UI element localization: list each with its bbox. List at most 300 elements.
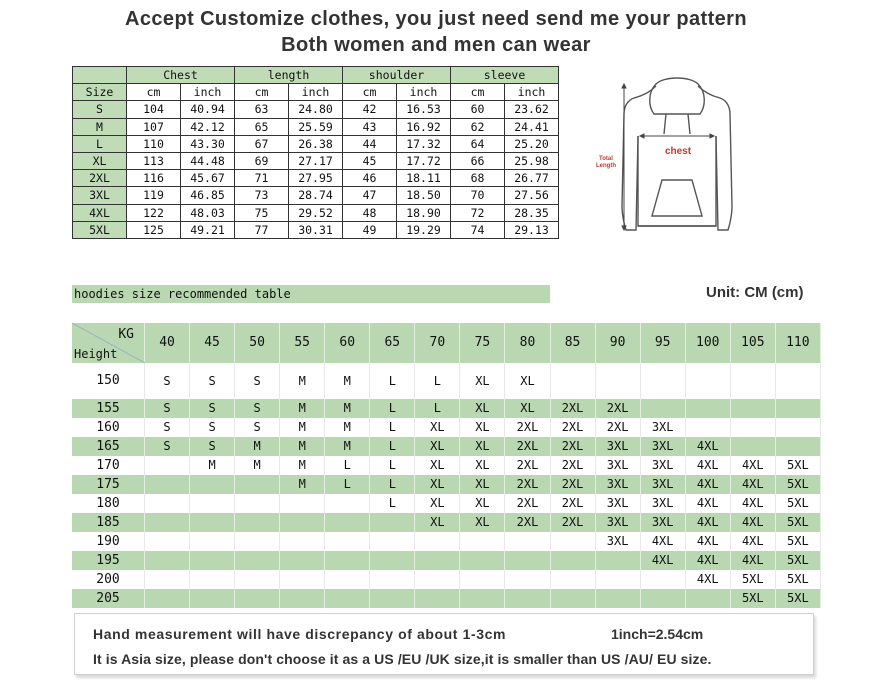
size-suggestion-cell: XL bbox=[460, 513, 505, 532]
measure-cell: 110 bbox=[127, 135, 181, 152]
size-suggestion-cell: 5XL bbox=[776, 456, 821, 475]
measure-cell: 113 bbox=[127, 152, 181, 169]
measure-cell: 27.56 bbox=[505, 187, 559, 204]
measure-cell: 44 bbox=[343, 135, 397, 152]
measure-cell: 125 bbox=[127, 221, 181, 238]
size-suggestion-cell: L bbox=[415, 363, 460, 399]
size-suggestion-cell: M bbox=[280, 418, 325, 437]
size-suggestion-cell bbox=[641, 589, 686, 608]
size-suggestion-cell bbox=[325, 494, 370, 513]
size-cell: 5XL bbox=[73, 221, 127, 238]
size-suggestion-cell: XL bbox=[460, 437, 505, 456]
measure-cell: 27.95 bbox=[289, 170, 343, 187]
unit-header: cm bbox=[343, 84, 397, 101]
size-suggestion-cell: 2XL bbox=[551, 456, 596, 475]
unit-header: cm bbox=[235, 84, 289, 101]
size-suggestion-cell bbox=[145, 494, 190, 513]
size-suggestion-cell bbox=[551, 570, 596, 589]
size-suggestion-cell bbox=[415, 551, 460, 570]
size-suggestion-cell: 2XL bbox=[551, 475, 596, 494]
measure-cell: 45 bbox=[343, 152, 397, 169]
size-suggestion-cell: M bbox=[190, 456, 235, 475]
measure-cell: 72 bbox=[451, 204, 505, 221]
measure-cell: 42.12 bbox=[181, 118, 235, 135]
measure-cell: 19.29 bbox=[397, 221, 451, 238]
table-row bbox=[73, 101, 559, 118]
size-suggestion-cell bbox=[596, 570, 641, 589]
size-suggestion-cell: 4XL bbox=[686, 513, 731, 532]
size-suggestion-cell bbox=[596, 589, 641, 608]
corner-cell bbox=[72, 323, 145, 363]
size-suggestion-cell: L bbox=[370, 399, 415, 418]
size-suggestion-cell: 4XL bbox=[731, 513, 776, 532]
size-suggestion-cell: 4XL bbox=[731, 475, 776, 494]
size-suggestion-cell bbox=[280, 494, 325, 513]
height-cell: 205 bbox=[72, 589, 145, 608]
size-suggestion-cell bbox=[190, 513, 235, 532]
height-cell: 175 bbox=[72, 475, 145, 494]
size-suggestion-cell: 3XL bbox=[641, 456, 686, 475]
size-suggestion-cell: 2XL bbox=[551, 494, 596, 513]
measure-cell: 27.17 bbox=[289, 152, 343, 169]
notice-box bbox=[74, 613, 814, 675]
measure-cell: 49.21 bbox=[181, 221, 235, 238]
table-row bbox=[72, 363, 821, 399]
size-suggestion-cell bbox=[415, 589, 460, 608]
table-row bbox=[73, 135, 559, 152]
size-suggestion-cell: 4XL bbox=[731, 551, 776, 570]
table-row bbox=[72, 494, 821, 513]
size-suggestion-cell bbox=[686, 399, 731, 418]
size-suggestion-cell bbox=[776, 363, 821, 399]
measure-cell: 18.11 bbox=[397, 170, 451, 187]
size-suggestion-cell bbox=[235, 570, 280, 589]
size-suggestion-cell: 4XL bbox=[686, 570, 731, 589]
size-suggestion-cell: 4XL bbox=[686, 532, 731, 551]
measure-cell: 104 bbox=[127, 101, 181, 118]
size-suggestion-cell bbox=[731, 363, 776, 399]
measure-cell: 28.74 bbox=[289, 187, 343, 204]
size-suggestion-cell bbox=[325, 570, 370, 589]
size-suggestion-cell: 5XL bbox=[776, 532, 821, 551]
size-suggestion-cell: S bbox=[145, 363, 190, 399]
size-suggestion-cell: 5XL bbox=[776, 513, 821, 532]
size-suggestion-cell bbox=[145, 551, 190, 570]
measure-cell: 26.77 bbox=[505, 170, 559, 187]
size-suggestion-cell: M bbox=[280, 399, 325, 418]
size-suggestion-cell: 2XL bbox=[551, 399, 596, 418]
size-suggestion-cell: XL bbox=[460, 399, 505, 418]
measure-cell: 26.38 bbox=[289, 135, 343, 152]
size-suggestion-cell: 3XL bbox=[641, 418, 686, 437]
measure-cell: 16.53 bbox=[397, 101, 451, 118]
size-suggestion-cell: 2XL bbox=[551, 437, 596, 456]
size-suggestion-cell bbox=[280, 513, 325, 532]
size-suggestion-cell: S bbox=[235, 399, 280, 418]
measure-cell: 30.31 bbox=[289, 221, 343, 238]
measure-cell: 122 bbox=[127, 204, 181, 221]
weight-header: 100 bbox=[686, 323, 731, 363]
weight-header: 105 bbox=[731, 323, 776, 363]
unit-header: inch bbox=[397, 84, 451, 101]
size-suggestion-cell bbox=[505, 551, 550, 570]
measure-cell: 29.13 bbox=[505, 221, 559, 238]
size-suggestion-cell: 2XL bbox=[505, 418, 550, 437]
size-suggestion-cell: M bbox=[325, 399, 370, 418]
size-suggestion-cell bbox=[190, 532, 235, 551]
size-suggestion-cell bbox=[596, 551, 641, 570]
size-cell: XL bbox=[73, 152, 127, 169]
measure-cell: 67 bbox=[235, 135, 289, 152]
notice-conversion: 1inch=2.54cm bbox=[611, 626, 704, 642]
recommend-label: hoodies size recommended table bbox=[72, 285, 550, 303]
measure-cell: 74 bbox=[451, 221, 505, 238]
table-row bbox=[73, 187, 559, 204]
table-row bbox=[72, 437, 821, 456]
unit-label: Unit: CM (cm) bbox=[706, 284, 804, 301]
kg-label: KG bbox=[118, 327, 134, 342]
size-suggestion-cell bbox=[235, 551, 280, 570]
size-suggestion-cell: M bbox=[280, 456, 325, 475]
height-cell: 170 bbox=[72, 456, 145, 475]
size-suggestion-cell bbox=[641, 399, 686, 418]
size-suggestion-cell: M bbox=[325, 363, 370, 399]
size-suggestion-cell: 4XL bbox=[641, 551, 686, 570]
unit-header: cm bbox=[451, 84, 505, 101]
measure-cell: 66 bbox=[451, 152, 505, 169]
size-suggestion-cell: 3XL bbox=[596, 494, 641, 513]
height-cell: 195 bbox=[72, 551, 145, 570]
size-suggestion-cell: S bbox=[235, 363, 280, 399]
height-cell: 155 bbox=[72, 399, 145, 418]
size-suggestion-cell bbox=[325, 513, 370, 532]
size-suggestion-cell: L bbox=[370, 494, 415, 513]
size-cell: 4XL bbox=[73, 204, 127, 221]
size-suggestion-cell bbox=[145, 513, 190, 532]
measure-cell: 18.90 bbox=[397, 204, 451, 221]
weight-header: 45 bbox=[190, 323, 235, 363]
table-row bbox=[73, 204, 559, 221]
table-row bbox=[72, 418, 821, 437]
size-suggestion-cell: 4XL bbox=[686, 551, 731, 570]
measure-cell: 17.32 bbox=[397, 135, 451, 152]
measure-cell: 64 bbox=[451, 135, 505, 152]
size-suggestion-cell: L bbox=[370, 418, 415, 437]
height-cell: 180 bbox=[72, 494, 145, 513]
measure-cell: 71 bbox=[235, 170, 289, 187]
size-suggestion-cell: 4XL bbox=[686, 456, 731, 475]
size-suggestion-cell bbox=[505, 570, 550, 589]
size-suggestion-cell: 3XL bbox=[641, 494, 686, 513]
measure-cell: 28.35 bbox=[505, 204, 559, 221]
size-suggestion-cell: L bbox=[325, 475, 370, 494]
chest-measure-arrow bbox=[640, 134, 714, 138]
size-suggestion-cell: 2XL bbox=[505, 475, 550, 494]
table-row bbox=[73, 118, 559, 135]
size-suggestion-cell: 4XL bbox=[731, 494, 776, 513]
size-suggestion-cell: 4XL bbox=[641, 532, 686, 551]
size-suggestion-cell bbox=[145, 589, 190, 608]
unit-header: cm bbox=[127, 84, 181, 101]
size-suggestion-cell bbox=[731, 418, 776, 437]
measure-cell: 44.48 bbox=[181, 152, 235, 169]
table-row bbox=[72, 532, 821, 551]
group-header: sleeve bbox=[451, 67, 559, 84]
size-suggestion-cell bbox=[415, 532, 460, 551]
measure-cell: 63 bbox=[235, 101, 289, 118]
weight-header: 70 bbox=[415, 323, 460, 363]
size-cell: 2XL bbox=[73, 170, 127, 187]
size-suggestion-cell: XL bbox=[460, 475, 505, 494]
size-suggestion-cell bbox=[776, 399, 821, 418]
size-suggestion-cell: L bbox=[370, 363, 415, 399]
measure-cell: 18.50 bbox=[397, 187, 451, 204]
size-suggestion-cell: 5XL bbox=[776, 475, 821, 494]
size-suggestion-cell: M bbox=[280, 437, 325, 456]
size-suggestion-cell: 2XL bbox=[505, 513, 550, 532]
size-suggestion-cell bbox=[731, 399, 776, 418]
size-table bbox=[72, 66, 559, 239]
measure-cell: 116 bbox=[127, 170, 181, 187]
size-suggestion-cell bbox=[190, 551, 235, 570]
size-suggestion-cell: 3XL bbox=[641, 437, 686, 456]
measure-cell: 23.62 bbox=[505, 101, 559, 118]
table-row bbox=[72, 570, 821, 589]
size-suggestion-cell: 4XL bbox=[686, 475, 731, 494]
size-suggestion-cell bbox=[551, 532, 596, 551]
measure-cell: 68 bbox=[451, 170, 505, 187]
height-cell: 165 bbox=[72, 437, 145, 456]
recommend-table bbox=[72, 323, 821, 608]
size-suggestion-cell: 2XL bbox=[551, 418, 596, 437]
size-suggestion-cell bbox=[190, 475, 235, 494]
measure-cell: 40.94 bbox=[181, 101, 235, 118]
length-label-2: Length bbox=[596, 163, 616, 169]
header-line-1: Accept Customize clothes, you just need send me your pattern bbox=[125, 8, 747, 30]
size-suggestion-cell bbox=[641, 570, 686, 589]
weight-header: 50 bbox=[235, 323, 280, 363]
size-suggestion-cell: 2XL bbox=[596, 399, 641, 418]
size-suggestion-cell bbox=[325, 532, 370, 551]
size-suggestion-cell bbox=[145, 475, 190, 494]
measure-cell: 119 bbox=[127, 187, 181, 204]
size-suggestion-cell bbox=[325, 589, 370, 608]
group-header: Chest bbox=[127, 67, 235, 84]
size-suggestion-cell: 3XL bbox=[596, 456, 641, 475]
size-suggestion-cell: 3XL bbox=[596, 532, 641, 551]
measure-cell: 29.52 bbox=[289, 204, 343, 221]
measure-cell: 75 bbox=[235, 204, 289, 221]
size-suggestion-cell bbox=[370, 513, 415, 532]
size-suggestion-cell bbox=[235, 475, 280, 494]
measure-cell: 43 bbox=[343, 118, 397, 135]
size-suggestion-cell: XL bbox=[505, 363, 550, 399]
weight-header: 55 bbox=[280, 323, 325, 363]
size-suggestion-cell: 4XL bbox=[731, 456, 776, 475]
size-suggestion-cell: S bbox=[190, 418, 235, 437]
size-suggestion-cell bbox=[370, 570, 415, 589]
length-label-1: Total bbox=[599, 156, 613, 162]
size-suggestion-cell: S bbox=[145, 437, 190, 456]
size-suggestion-cell: S bbox=[145, 399, 190, 418]
size-suggestion-cell: S bbox=[190, 399, 235, 418]
size-suggestion-cell: 4XL bbox=[686, 437, 731, 456]
measure-cell: 49 bbox=[343, 221, 397, 238]
size-suggestion-cell bbox=[460, 551, 505, 570]
measure-cell: 24.80 bbox=[289, 101, 343, 118]
size-suggestion-cell bbox=[235, 513, 280, 532]
weight-header: 85 bbox=[551, 323, 596, 363]
table-row bbox=[72, 589, 821, 608]
size-suggestion-cell: 2XL bbox=[505, 494, 550, 513]
size-suggestion-cell: XL bbox=[460, 456, 505, 475]
size-suggestion-cell bbox=[280, 589, 325, 608]
size-suggestion-cell bbox=[551, 363, 596, 399]
size-suggestion-cell: 5XL bbox=[776, 570, 821, 589]
size-suggestion-cell bbox=[686, 589, 731, 608]
size-suggestion-cell: 5XL bbox=[731, 570, 776, 589]
size-suggestion-cell: M bbox=[280, 363, 325, 399]
size-suggestion-cell bbox=[415, 570, 460, 589]
size-suggestion-cell bbox=[686, 418, 731, 437]
size-suggestion-cell: 2XL bbox=[551, 513, 596, 532]
size-suggestion-cell: S bbox=[145, 418, 190, 437]
size-suggestion-cell: L bbox=[415, 399, 460, 418]
size-suggestion-cell: 4XL bbox=[731, 532, 776, 551]
size-cell: 3XL bbox=[73, 187, 127, 204]
size-suggestion-cell bbox=[145, 532, 190, 551]
size-suggestion-cell bbox=[776, 437, 821, 456]
measure-cell: 69 bbox=[235, 152, 289, 169]
height-label: Height bbox=[74, 347, 118, 361]
size-suggestion-cell bbox=[190, 494, 235, 513]
measure-cell: 73 bbox=[235, 187, 289, 204]
size-suggestion-cell: XL bbox=[505, 399, 550, 418]
size-suggestion-cell bbox=[505, 589, 550, 608]
size-suggestion-cell bbox=[731, 437, 776, 456]
size-cell: L bbox=[73, 135, 127, 152]
size-suggestion-cell: M bbox=[235, 437, 280, 456]
measure-cell: 70 bbox=[451, 187, 505, 204]
size-suggestion-cell bbox=[280, 532, 325, 551]
size-suggestion-cell: XL bbox=[460, 418, 505, 437]
size-suggestion-cell: XL bbox=[415, 456, 460, 475]
size-suggestion-cell: 5XL bbox=[776, 494, 821, 513]
size-suggestion-cell bbox=[370, 532, 415, 551]
measure-cell: 65 bbox=[235, 118, 289, 135]
weight-header: 80 bbox=[505, 323, 550, 363]
size-suggestion-cell: S bbox=[190, 363, 235, 399]
size-suggestion-cell: S bbox=[190, 437, 235, 456]
size-corner-cell bbox=[73, 67, 127, 84]
size-suggestion-cell: 2XL bbox=[596, 418, 641, 437]
size-suggestion-cell bbox=[551, 589, 596, 608]
size-suggestion-cell: M bbox=[280, 475, 325, 494]
size-suggestion-cell: 4XL bbox=[686, 494, 731, 513]
size-suggestion-cell: 2XL bbox=[505, 456, 550, 475]
measure-cell: 43.30 bbox=[181, 135, 235, 152]
measure-cell: 24.41 bbox=[505, 118, 559, 135]
size-suggestion-cell: 3XL bbox=[596, 513, 641, 532]
unit-header: inch bbox=[505, 84, 559, 101]
notice-line-1: Hand measurement will have discrepancy of about 1-3cm bbox=[93, 626, 507, 642]
size-suggestion-cell: 3XL bbox=[596, 475, 641, 494]
size-suggestion-cell bbox=[551, 551, 596, 570]
size-table-unit-row bbox=[73, 84, 559, 101]
height-cell: 150 bbox=[72, 363, 145, 399]
height-cell: 190 bbox=[72, 532, 145, 551]
measure-cell: 46.85 bbox=[181, 187, 235, 204]
size-suggestion-cell: 2XL bbox=[505, 437, 550, 456]
size-suggestion-cell bbox=[280, 551, 325, 570]
size-suggestion-cell: S bbox=[235, 418, 280, 437]
size-suggestion-cell: 3XL bbox=[596, 437, 641, 456]
group-header: length bbox=[235, 67, 343, 84]
measure-cell: 16.92 bbox=[397, 118, 451, 135]
size-suggestion-cell bbox=[280, 570, 325, 589]
size-suggestion-cell: 3XL bbox=[641, 513, 686, 532]
size-suggestion-cell bbox=[686, 363, 731, 399]
size-suggestion-cell bbox=[370, 551, 415, 570]
height-cell: 200 bbox=[72, 570, 145, 589]
size-suggestion-cell: M bbox=[325, 437, 370, 456]
size-suggestion-cell: XL bbox=[415, 494, 460, 513]
table-row bbox=[72, 551, 821, 570]
size-suggestion-cell: XL bbox=[460, 363, 505, 399]
recommend-header-row bbox=[72, 323, 821, 363]
measure-cell: 25.59 bbox=[289, 118, 343, 135]
weight-header: 40 bbox=[145, 323, 190, 363]
size-suggestion-cell bbox=[190, 589, 235, 608]
size-header: Size bbox=[73, 84, 127, 101]
size-suggestion-cell bbox=[325, 551, 370, 570]
size-suggestion-cell: M bbox=[325, 418, 370, 437]
measure-cell: 46 bbox=[343, 170, 397, 187]
measure-cell: 42 bbox=[343, 101, 397, 118]
unit-header: inch bbox=[181, 84, 235, 101]
size-suggestion-cell: XL bbox=[415, 513, 460, 532]
notice-line-2: It is Asia size, please don't choose it as a US /EU /UK size,it is smaller than US /AU/ EU size. bbox=[93, 651, 712, 667]
size-suggestion-cell: XL bbox=[415, 437, 460, 456]
table-row bbox=[73, 170, 559, 187]
size-cell: S bbox=[73, 101, 127, 118]
size-suggestion-cell bbox=[505, 532, 550, 551]
measure-cell: 60 bbox=[451, 101, 505, 118]
measure-cell: 25.20 bbox=[505, 135, 559, 152]
size-suggestion-cell bbox=[145, 570, 190, 589]
measure-cell: 48 bbox=[343, 204, 397, 221]
measure-cell: 45.67 bbox=[181, 170, 235, 187]
weight-header: 65 bbox=[370, 323, 415, 363]
height-cell: 185 bbox=[72, 513, 145, 532]
height-cell: 160 bbox=[72, 418, 145, 437]
weight-header: 75 bbox=[460, 323, 505, 363]
size-suggestion-cell bbox=[460, 532, 505, 551]
measure-cell: 48.03 bbox=[181, 204, 235, 221]
size-suggestion-cell: L bbox=[370, 437, 415, 456]
size-suggestion-cell bbox=[460, 589, 505, 608]
table-row bbox=[72, 456, 821, 475]
weight-header: 110 bbox=[776, 323, 821, 363]
size-suggestion-cell: 5XL bbox=[776, 551, 821, 570]
size-suggestion-cell bbox=[596, 363, 641, 399]
size-suggestion-cell bbox=[641, 363, 686, 399]
measure-cell: 107 bbox=[127, 118, 181, 135]
size-suggestion-cell bbox=[235, 532, 280, 551]
size-suggestion-cell: 3XL bbox=[641, 475, 686, 494]
size-suggestion-cell bbox=[145, 456, 190, 475]
unit-header: inch bbox=[289, 84, 343, 101]
